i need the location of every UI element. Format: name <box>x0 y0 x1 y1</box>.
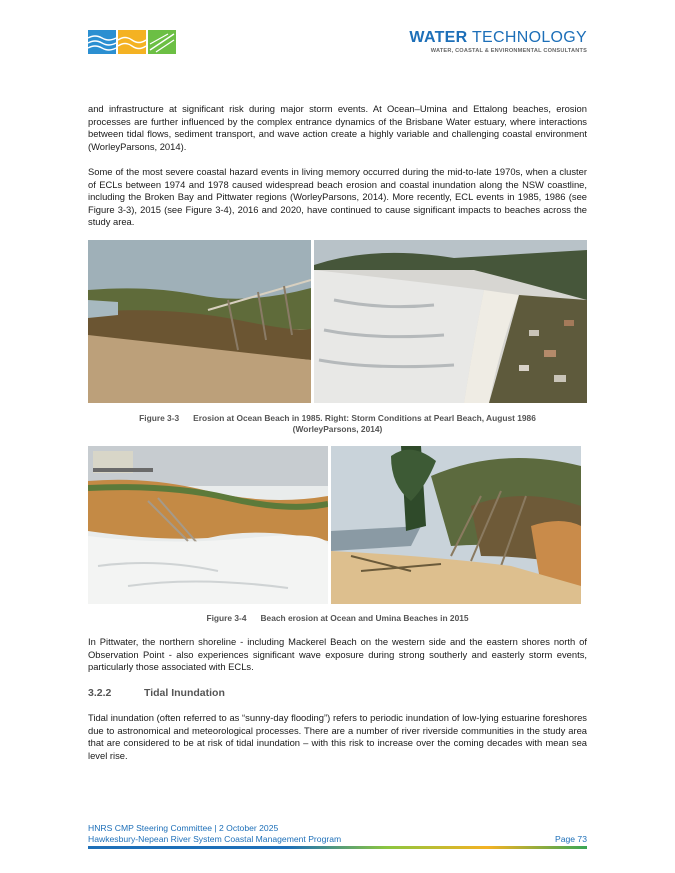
photo-ocean-beach-erosion-2015 <box>88 446 328 604</box>
body-paragraph-1: and infrastructure at significant risk during major storm events. At Ocean–Umina and Ettalong beaches, erosion processes are further influenced by the complex entrance dynamics of the Brisbane Water estuary, where interactions between tidal flows, sediment transport, and wave action create a highly variable and challenging coastal environment (WorleyParsons, 2014). <box>88 103 587 152</box>
footer-divider-line <box>88 846 587 849</box>
photo-pearl-beach-storm-1986 <box>314 240 587 403</box>
brand-name-rest: TECHNOLOGY <box>467 29 587 46</box>
coastal-wave-logo-icon <box>118 30 146 54</box>
body-paragraph-2: Some of the most severe coastal hazard events in living memory occurred during the mid-to-late 1970s, when a cluster of ECLs between 1974 and 1978 caused widespread beach erosion and coastal inundation along the NSW coastline, including the Broken Bay and Pittwater regions (WorleyParsons, 2014). More recently, ECL events in 1985, 1986 (see Figure 3-3), 2015 (see Figure 3-4), 2016 and 2020, have continued to cause significant impacts to beaches across the study area. <box>88 166 587 228</box>
body-paragraph-4: Tidal inundation (often referred to as “sunny-day flooding”) refers to periodic inundation of low-lying estuarine foreshores due to astronomical and meteorological processes. There are a number of river riverside communities in the study area that are considered to be at risk of tidal inundation – with this risk to increase over the coming decades with mean sea level rise. <box>88 712 587 761</box>
figure-3-3-label: Figure 3-3 <box>139 413 180 423</box>
footer-page-number: Page 73 <box>554 834 587 844</box>
section-heading <box>88 687 225 699</box>
footer-program-row <box>88 834 587 844</box>
environment-leaf-logo-icon <box>148 30 176 54</box>
company-logo-tiles <box>88 30 176 54</box>
figure-3-4-caption <box>88 613 587 624</box>
brand-name-bold: WATER <box>409 29 468 46</box>
footer-committee-date: HNRS CMP Steering Committee | 2 October 2025 <box>88 823 279 833</box>
figure-3-3-caption <box>88 413 587 435</box>
water-wave-logo-icon <box>88 30 116 54</box>
brand-name <box>409 29 587 47</box>
footer-program-name: Hawkesbury-Nepean River System Coastal Management Program <box>88 834 342 844</box>
figure-3-3-source: (WorleyParsons, 2014) <box>292 424 383 434</box>
figure-3-4-label: Figure 3-4 <box>206 613 247 623</box>
figure-3-3-text: Erosion at Ocean Beach in 1985. Right: Storm Conditions at Pearl Beach, August 1986 <box>193 413 536 423</box>
photo-ocean-beach-erosion-1985 <box>88 240 311 403</box>
brand-tagline: WATER, COASTAL & ENVIRONMENTAL CONSULTANTS <box>430 48 587 54</box>
body-paragraph-3: In Pittwater, the northern shoreline - including Mackerel Beach on the western side and the eastern shores north of Observation Point - also experiences significant wave exposure during strong southerly and easterly storm events, particularly those associated with ECLs. <box>88 636 587 673</box>
company-brand <box>409 29 587 54</box>
section-number: 3.2.2 <box>88 687 112 699</box>
figure-3-4-text: Beach erosion at Ocean and Umina Beaches in 2015 <box>260 613 469 623</box>
section-title: Tidal Inundation <box>144 687 225 699</box>
photo-umina-beach-erosion-2015 <box>331 446 581 604</box>
